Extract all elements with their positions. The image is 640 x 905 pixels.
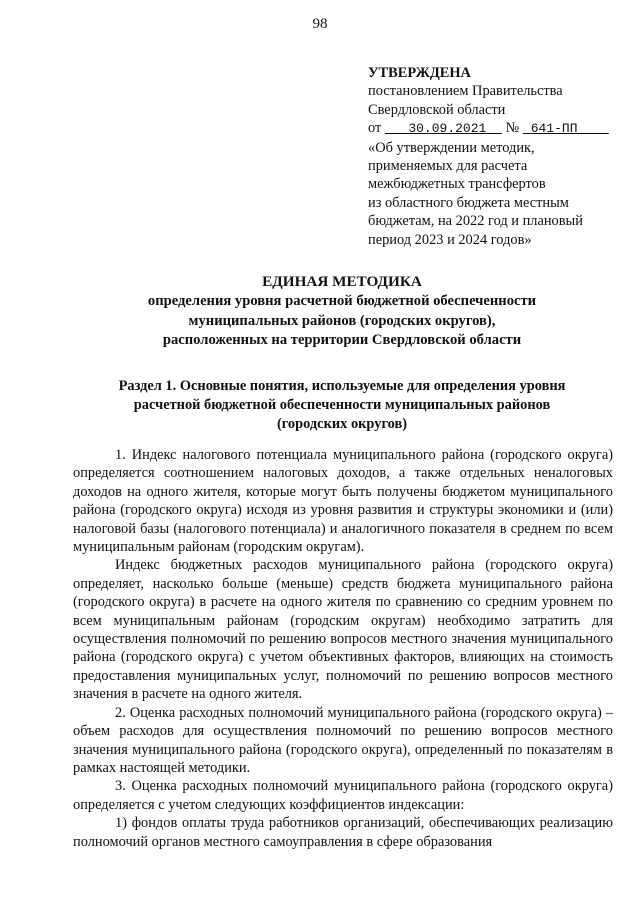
paragraph: Индекс бюджетных расходов муниципального района (городского округа) определяет, насколько больше (меньше) средств бюджета муниципального района (городского округа) в расчете на одного жителя по сравнению со средним уровнем по всем муниципальным районам (городским округам) необходимо затратить для осуществления полномочий по решению вопросов местного значения муниципального района (городского округа) с учетом объективных факторов, влияющих на стоимость предоставления муниципальных услуг, полномочий по решению вопросов местного значения в расчете на одного жителя. [73,557,613,703]
approval-title-line: применяемых для расчета [368,158,528,175]
paragraph: 1) фондов оплаты труда работников организаций, обеспечивающих реализацию полномочий органов местного самоуправления в сфере образования [73,815,613,850]
approval-title-line: период 2023 и 2024 годов» [368,231,532,248]
approval-heading: УТВЕРЖДЕНА [368,65,471,81]
approval-stamp [368,64,618,249]
document-title: ЕДИНАЯ МЕТОДИКА [262,273,422,290]
document-subtitle-line: расположенных на территории Свердловской области [162,332,522,349]
approval-title-line: из областного бюджета местным [368,194,569,211]
section-heading-line: (городских округов) [276,415,408,432]
document-subtitle-line: муниципальных районов (городских округов), [188,312,496,329]
approval-line: Свердловской области [368,101,506,118]
section-heading-line: расчетной бюджетной обеспеченности муниципальных районов [133,396,551,413]
approval-date-line [368,119,618,138]
approval-title-line: межбюджетных трансфертов [368,176,546,193]
date-prefix: от [368,120,382,137]
approval-title-line: «Об утверждении методик, [368,139,535,156]
paragraph: 1. Индекс налогового потенциала муниципального района (городского округа) определяется соотношением налоговых доходов, а также отдельных неналоговых доходов на одного жителя, которые могут быть получены бюджетом муниципального района (городского округа) исходя из уровня развития и структуры экономики и (или) налоговой базы (налогового потенциала) и аналогичного показателя в среднем по всем муниципальным районам (городским округам). [73,447,613,556]
section-heading [60,377,624,433]
number-prefix: № [505,120,520,137]
document-title-block [60,272,624,351]
page-number: 98 [312,16,328,32]
approval-number: 641-ПП [530,121,578,137]
approval-line: постановлением Правительства [368,83,563,100]
section-heading-line: Раздел 1. Основные понятия, используемые для определения уровня [118,378,566,394]
document-subtitle-line: определения уровня расчетной бюджетной обеспеченности [147,292,537,309]
paragraph: 3. Оценка расходных полномочий муниципального района (городского округа) определяется с учетом следующих коэффициентов индексации: [73,778,613,813]
paragraph: 2. Оценка расходных полномочий муниципального района (городского округа) – объем расходов для осуществления полномочий по решению вопросов местного значения муниципального района (городского округа), определенный по показателям в рамках настоящей методики. [73,704,613,776]
approval-date: 30.09.2021 [408,121,487,137]
body-text [73,446,613,851]
approval-title-line: бюджетам, на 2022 год и плановый [368,213,583,230]
